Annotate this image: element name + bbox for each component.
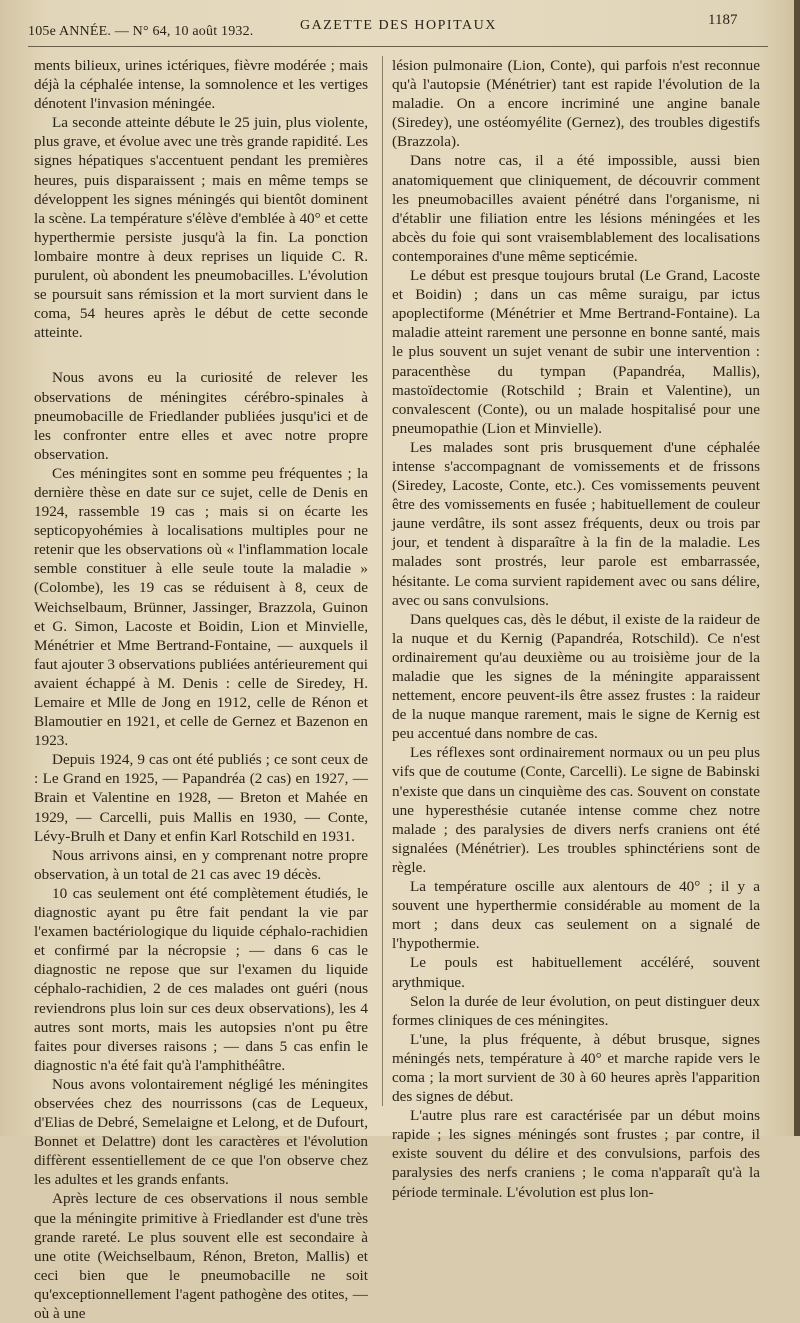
header-rule xyxy=(28,46,768,47)
left-column xyxy=(34,56,368,1323)
paragraph: lésion pulmonaire (Lion, Conte), qui parfois n'est reconnue qu'à l'autopsie (Ménétrier) tant est rapide l'évolution de la maladie. On a encore incriminé une angine banale (Siredey), une ostéomyélite (Gernez), des troubles digestifs (Brazzola). xyxy=(392,57,760,151)
paragraph: Nous arrivons ainsi, en y comprenant notre propre observation, à un total de 21 cas avec 19 décès. xyxy=(34,846,368,883)
paragraph: Nous avons volontairement négligé les méningites observées chez des nourrissons (cas de Lequeux, d'Elias de Debré, Semelaigne et Lelong, et de Dufourt, Bonnet et Delattre) dont les caractères et l'évolution diffèrent essentiellement de ce que l'on observe chez les adultes et les grands enfants. xyxy=(34,1075,368,1189)
column-divider xyxy=(382,56,383,1106)
paragraph: Selon la durée de leur évolution, on peut distinguer deux formes cliniques de ces méningites. xyxy=(392,992,760,1029)
paragraph: La seconde atteinte débute le 25 juin, plus violente, plus grave, et évolue avec une très grande rapidité. Les signes hépatiques s'accentuent pendant les premières heures, puis disparaissent ; mais en même temps se développent les signes méningés qui bientôt dominent la scène. La température s'élève d'emblée à 40° et cette hyperthermie persiste jusqu'à la fin. La ponction lombaire montre à deux reprises un liquide C. R. purulent, où abondent les pneumobacilles. L'évolution se poursuit sans rémission et la mort survient dans le coma, 54 heures après le début de cette seconde atteinte. xyxy=(34,114,368,342)
paragraph: Le pouls est habituellement accéléré, souvent arythmique. xyxy=(392,954,760,991)
running-header xyxy=(0,0,800,48)
paragraph: Ces méningites sont en somme peu fréquentes ; la dernière thèse en date sur ce sujet, celle de Denis en 1924, rassemble 19 cas ; mais si on écarte les septicopyohémies à localisations multiples pour ne retenir que les observations où « l'inflammation locale semble constituer à elle seule toute la maladie » (Colombe), les 19 cas se réduisent à 8, ceux de Weichselbaum, Brünner, Jassinger, Brazzola, Guinon et G. Simon, Lacoste et Boidin, Lion et Minvielle, Ménétrier et Mme Bertrand-Fontaine, — auxquels il faut ajouter 3 observations publiées antérieurement qui avaient échappé à M. Denis : celle de Siredey, H. Lemaire et Mlle de Jong en 1912, celle de Rénon et Blamoutier en 1921, et celle de Gernez et Bazenon en 1923. xyxy=(34,464,369,750)
page-number: 1187 xyxy=(708,12,738,28)
paragraph: La température oscille aux alentours de 40° ; il y a souvent une hyperthermie considérable au moment de la mort ; dans deux cas seulement on a signalé de l'hypothermie. xyxy=(392,878,760,953)
paragraph: Les réflexes sont ordinairement normaux ou un peu plus vifs que de coutume (Conte, Carcelli). Le signe de Babinski n'existe que dans un cinquième des cas. Souvent on constate une hyperesthésie cutanée intense comme chez notre malade ; des paralysies de divers nerfs craniens ont été signalées (Ménétrier). Les troubles sphinctériens sont de règle. xyxy=(392,744,760,876)
journal-title: GAZETTE DES HOPITAUX xyxy=(300,18,497,33)
page-edge-shadow xyxy=(794,0,800,1136)
paragraph: Dans notre cas, il a été impossible, aussi bien anatomiquement que cliniquement, de découvrir comment les pneumobacilles avaient pénétré dans l'organisme, ni d'établir une filiation entre les lésions méningées et les abcès du foie qui sont vraisemblablement des localisations contemporaines d'une même septicémie. xyxy=(392,152,760,265)
issue-info: 105e ANNÉE. — N° 64, 10 août 1932. xyxy=(28,24,254,39)
paragraph: Après lecture de ces observations il nous semble que la méningite primitive à Friedlander est d'une très grande rareté. Le plus souvent elle est secondaire à une otite (Weichselbaum, Rénon, Breton, Mallis) et ceci bien que le pneumobacille ne soit qu'exceptionnellement l'agent pathogène des otites, — où à une xyxy=(34,1190,368,1322)
paragraph: Le début est presque toujours brutal (Le Grand, Lacoste et Boidin) ; dans un cas même suraigu, par ictus apoplectiforme (Ménétrier et Mme Bertrand-Fontaine). La maladie atteint rarement une personne en bonne santé, mais le plus souvent un sujet venant de subir une intervention : paracenthèse du tympan (Papandréa, Mallis), mastoïdectomie (Rotschild ; Brain et Valentine), un convalescent (Conte), ou un malade hospitalisé pour une pneumopathie (Lion et Minvielle). xyxy=(392,267,760,437)
paragraph: 10 cas seulement ont été complètement étudiés, le diagnostic ayant pu être fait pendant la vie par l'examen bactériologique du liquide céphalo-rachidien et confirmé par la nécropsie ; — dans 6 cas le diagnostic ne repose que sur l'examen du liquide céphalo-rachidien, 2 de ces malades ont guéri (nous reviendrons plus loin sur ces deux observations), les 4 autres sont morts, mais les autopsies n'ont pu être faites pour diverses raisons ; — dans 5 cas enfin le diagnostic n'a été fait qu'à l'amphithéâtre. xyxy=(34,884,368,1074)
paragraph: L'une, la plus fréquente, à début brusque, signes méningés nets, température à 40° et marche rapide vers le coma ; la mort survient de 30 à 60 heures après l'apparition des signes de début. xyxy=(392,1030,760,1106)
right-column xyxy=(392,56,760,1202)
paragraph: ments bilieux, urines ictériques, fièvre modérée ; mais déjà la céphalée intense, la somnolence et les vertiges dénotent l'invasion méningée. xyxy=(34,57,368,113)
paragraph: Dans quelques cas, dès le début, il existe de la raideur de la nuque et du Kernig (Papandréa, Rotschild). Ce n'est ordinairement qu'au deuxième ou au troisième jour de la maladie que les signes de la méningite apparaissent nettement, encore peuvent-ils être assez frustes : la raideur de la nuque manque rarement, mais le signe de Kernig est peu accentué dans nombre de cas. xyxy=(392,610,760,743)
paragraph: Nous avons eu la curiosité de relever les observations de méningites cérébro-spinales à pneumobacille de Friedlander publiées jusqu'ici et de les confronter entre elles et avec notre propre observation. xyxy=(34,369,368,463)
paragraph: Les malades sont pris brusquement d'une céphalée intense s'accompagnant de vomissements et de frissons (Siredey, Lacoste, Conte, etc.). Ces vomissements peuvent être des vomissements en fusée ; habituellement de couleur jaune verdâtre, ils sont assez fréquents, deux ou trois par jour, et tendent à disparaître à la fin de la maladie. Les malades sont prostrés, leur parole est embarrassée, hésitante. Le coma survient rapidement avec ou sans délire, avec ou sans convulsions. xyxy=(392,438,760,609)
paragraph: L'autre plus rare est caractérisée par un début moins rapide ; les signes méningés sont frustes ; par contre, il existe souvent du délire et des convulsions, parfois des paralysies des nerfs craniens ; le coma n'apparaît qu'à la période terminale. L'évolution est plus lon- xyxy=(392,1107,760,1201)
paragraph: Depuis 1924, 9 cas ont été publiés ; ce sont ceux de : Le Grand en 1925, — Papandréa (2 cas) en 1927, — Brain et Valentine en 1928, — Breton et Mahée en 1929, — Carcelli, puis Mallis en 1930, — Conte, Lévy-Brulh et Dany et enfin Karl Rotschild en 1931. xyxy=(34,751,368,845)
